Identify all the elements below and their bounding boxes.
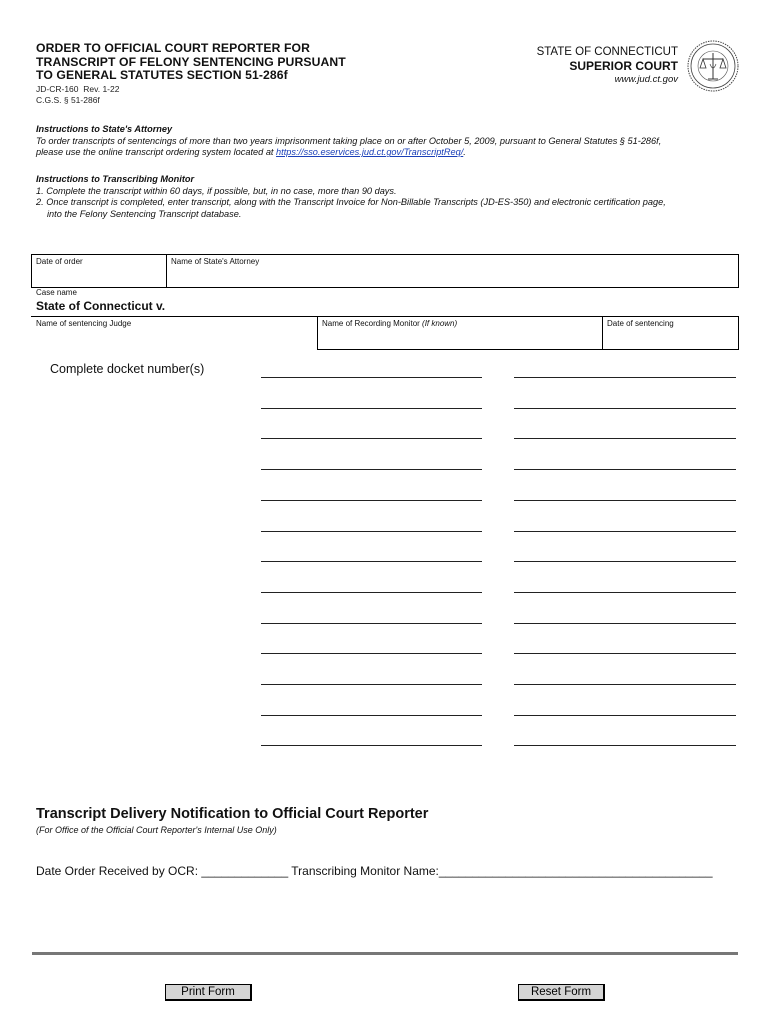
row1-top-border: [31, 254, 739, 255]
docket-number-line[interactable]: [261, 561, 482, 562]
docket-number-line[interactable]: [261, 438, 482, 439]
row3-right-border: [738, 316, 739, 350]
court-website: www.jud.ct.gov: [614, 74, 678, 85]
attorney-instructions-line-2-text: please use the online transcript ordering system located at: [36, 147, 277, 158]
docket-number-line[interactable]: [261, 408, 482, 409]
notification-subtitle: (For Office of the Official Court Reporter's Internal Use Only): [36, 825, 277, 835]
docket-number-line[interactable]: [261, 469, 482, 470]
attorney-instructions-line-1: To order transcripts of sentencings of more than two years imprisonment taking place on or after October 5, 2009, pursuant to General Statutes § 51-286f,: [36, 135, 662, 146]
date-of-order-label: Date of order: [36, 257, 83, 266]
date-of-sentencing-label: Date of sentencing: [607, 319, 674, 328]
case-name-label: Case name: [36, 288, 77, 297]
transcript-ordering-link[interactable]: https://sso.eservices.jud.ct.gov/TranscriptReq/: [276, 147, 464, 158]
row1-divider: [166, 254, 167, 288]
docket-number-line[interactable]: [261, 531, 482, 532]
row1-left-border: [31, 254, 32, 288]
docket-number-line[interactable]: [261, 653, 482, 654]
row1-bottom-border: [31, 287, 739, 288]
docket-number-line[interactable]: [514, 592, 736, 593]
sentencing-judge-label: Name of sentencing Judge: [36, 319, 132, 328]
date-received-and-monitor-line: Date Order Received by OCR: _____________ Transcribing Monitor Name:_________________________________________: [36, 864, 713, 878]
docket-numbers-label: Complete docket number(s): [50, 362, 205, 376]
docket-number-line[interactable]: [261, 500, 482, 501]
docket-number-line[interactable]: [514, 469, 736, 470]
case-name-field[interactable]: [170, 298, 736, 314]
form-title: [36, 42, 396, 83]
court-name: SUPERIOR COURT: [569, 59, 678, 73]
recording-monitor-label-text: Name of Recording Monitor: [322, 319, 423, 328]
docket-number-line[interactable]: [514, 653, 736, 654]
row1-right-border: [738, 254, 739, 288]
form-number: JD-CR-160: [36, 84, 79, 94]
attorney-instructions-line-2: [36, 147, 736, 159]
docket-number-line[interactable]: [514, 408, 736, 409]
attorney-instructions-heading: Instructions to State's Attorney: [36, 124, 173, 134]
monitor-instructions: [36, 174, 736, 220]
docket-number-line[interactable]: [261, 684, 482, 685]
recording-monitor-label: [322, 319, 457, 328]
docket-number-line[interactable]: [514, 438, 736, 439]
form-title-line-1: ORDER TO OFFICIAL COURT REPORTER FOR: [36, 41, 310, 55]
docket-number-line[interactable]: [514, 745, 736, 746]
states-attorney-label: Name of State's Attorney: [171, 257, 260, 266]
row3-divider-1: [317, 316, 318, 350]
attorney-instructions: [36, 124, 736, 159]
docket-number-line[interactable]: [261, 592, 482, 593]
row3-bottom-border: [317, 349, 739, 350]
recording-monitor-note: (If known): [422, 319, 458, 328]
monitor-instruction-2-continued: into the Felony Sentencing Transcript database.: [47, 208, 242, 219]
row3-divider-2: [602, 316, 603, 350]
form-revision: Rev. 1-22: [83, 84, 120, 94]
monitor-instructions-heading: Instructions to Transcribing Monitor: [36, 174, 195, 184]
docket-number-line[interactable]: [261, 745, 482, 746]
docket-number-line[interactable]: [261, 377, 482, 378]
form-title-line-3: TO GENERAL STATUTES SECTION 51-286f: [36, 68, 288, 82]
docket-number-line[interactable]: [261, 623, 482, 624]
docket-number-line[interactable]: [514, 377, 736, 378]
form-number-block: [36, 84, 119, 106]
statute-reference: C.G.S. § 51-286f: [36, 95, 100, 105]
bottom-divider: [32, 952, 738, 955]
reset-form-button[interactable]: Reset Form: [518, 984, 605, 1001]
attorney-instructions-line-2-end: .: [463, 147, 466, 158]
court-identity: [537, 45, 678, 87]
sentencing-judge-field[interactable]: [33, 330, 315, 348]
docket-number-line[interactable]: [514, 715, 736, 716]
docket-number-line[interactable]: [514, 561, 736, 562]
docket-number-line[interactable]: [514, 500, 736, 501]
date-of-order-field[interactable]: [33, 268, 164, 286]
docket-number-line[interactable]: [514, 684, 736, 685]
notification-title: Transcript Delivery Notification to Official Court Reporter: [36, 806, 429, 822]
docket-number-line[interactable]: [261, 715, 482, 716]
row3-top-border: [31, 316, 739, 317]
state-seal-icon: [686, 39, 740, 93]
docket-number-line[interactable]: [514, 623, 736, 624]
docket-number-line[interactable]: [514, 531, 736, 532]
monitor-instruction-1: 1. Complete the transcript within 60 days, if possible, but, in no case, more than 90 days.: [36, 185, 397, 196]
form-title-line-2: TRANSCRIPT OF FELONY SENTENCING PURSUANT: [36, 54, 346, 69]
states-attorney-field[interactable]: [168, 268, 736, 286]
date-of-sentencing-field[interactable]: [604, 330, 736, 348]
state-name: STATE OF CONNECTICUT: [536, 46, 678, 58]
recording-monitor-field[interactable]: [319, 330, 600, 348]
print-form-button[interactable]: Print Form: [165, 984, 252, 1001]
monitor-instruction-2: 2. Once transcript is completed, enter transcript, along with the Transcript Invoice for Non-Billable Transcripts (JD-ES-350) and electronic certification page,: [36, 197, 666, 208]
case-name-value: State of Connecticut v.: [36, 299, 166, 313]
